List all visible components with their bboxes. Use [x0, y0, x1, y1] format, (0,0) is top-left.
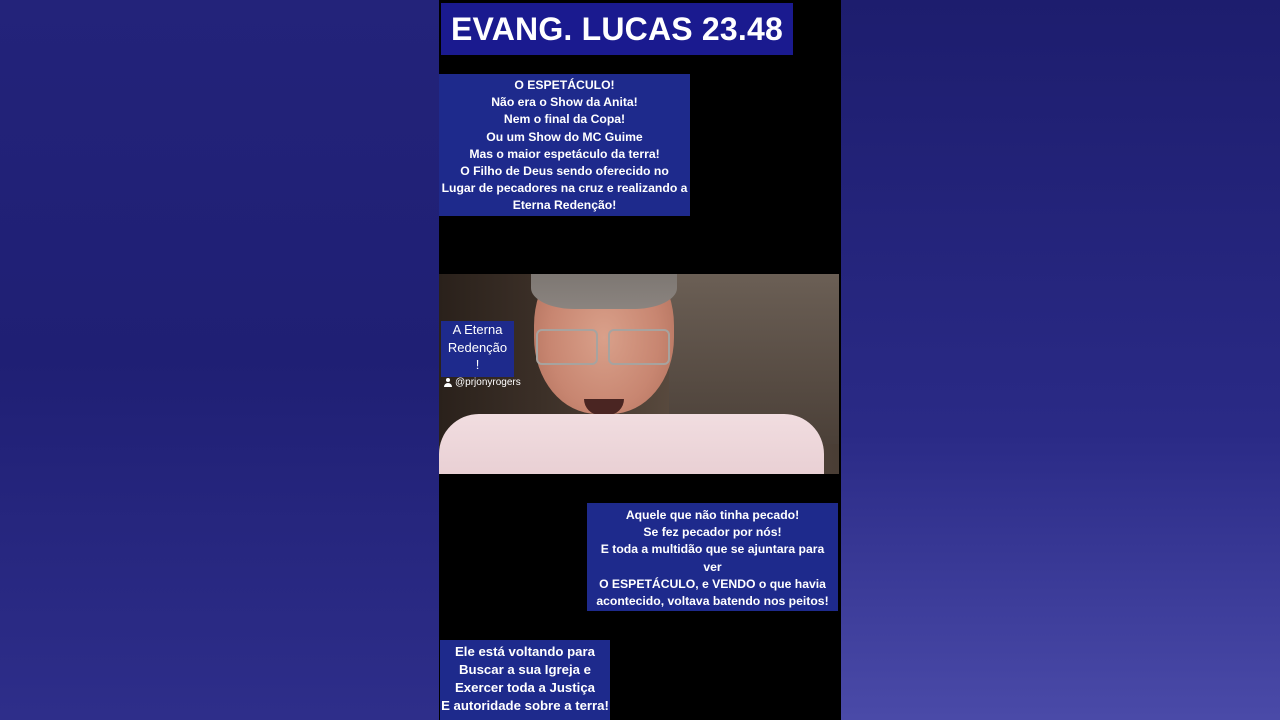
caption-line: Se fez pecador por nós! — [643, 525, 782, 540]
caption-line: acontecido, voltava batendo nos peitos! — [596, 594, 829, 609]
glasses-shape — [536, 329, 670, 365]
caption-line: E autoridade sobre a terra! — [441, 698, 609, 713]
caption-line: O ESPETÁCULO! — [514, 78, 615, 92]
caption-line: ver — [703, 559, 722, 574]
caption-bottom — [440, 640, 610, 720]
caption-line: Mas o maior espetáculo da terra! — [469, 146, 660, 161]
video-label-line: ! — [475, 357, 480, 372]
right-backdrop — [841, 0, 1280, 720]
video-label-line: A Eterna — [452, 322, 503, 337]
page-title: EVANG. LUCAS 23.48 — [441, 3, 793, 55]
caption-top — [439, 74, 690, 216]
user-icon — [444, 378, 452, 387]
caption-line: O ESPETÁCULO, e VENDO o que havia — [599, 576, 826, 591]
caption-line: Ele está voltando para — [455, 644, 595, 659]
caption-line: O Filho de Deus sendo oferecido no — [460, 164, 669, 179]
video-label — [441, 321, 514, 377]
left-backdrop — [0, 0, 439, 720]
caption-line: Aquele que não tinha pecado! — [625, 508, 800, 522]
handle-text: @prjonyrogers — [455, 377, 521, 388]
caption-line: Não era o Show da Anita! — [491, 95, 638, 110]
video-label-line: Redenção — [447, 339, 508, 355]
caption-middle — [587, 503, 838, 611]
caption-line: Lugar de pecadores na cruz e realizando a — [441, 181, 688, 196]
caption-line: Exercer toda a Justiça — [454, 680, 595, 695]
caption-line: Nem o final da Copa! — [503, 112, 626, 127]
caption-line: E toda a multidão que se ajuntara para — [600, 542, 825, 557]
speaker-hair — [531, 274, 677, 309]
video-frame[interactable] — [439, 0, 841, 720]
caption-line: Buscar a sua Igreja e — [459, 662, 591, 677]
speaker-shirt — [439, 414, 824, 474]
caption-line: Ou um Show do MC Guime — [486, 129, 643, 144]
creator-handle[interactable] — [444, 377, 521, 388]
caption-line: Eterna Redenção! — [512, 198, 617, 213]
